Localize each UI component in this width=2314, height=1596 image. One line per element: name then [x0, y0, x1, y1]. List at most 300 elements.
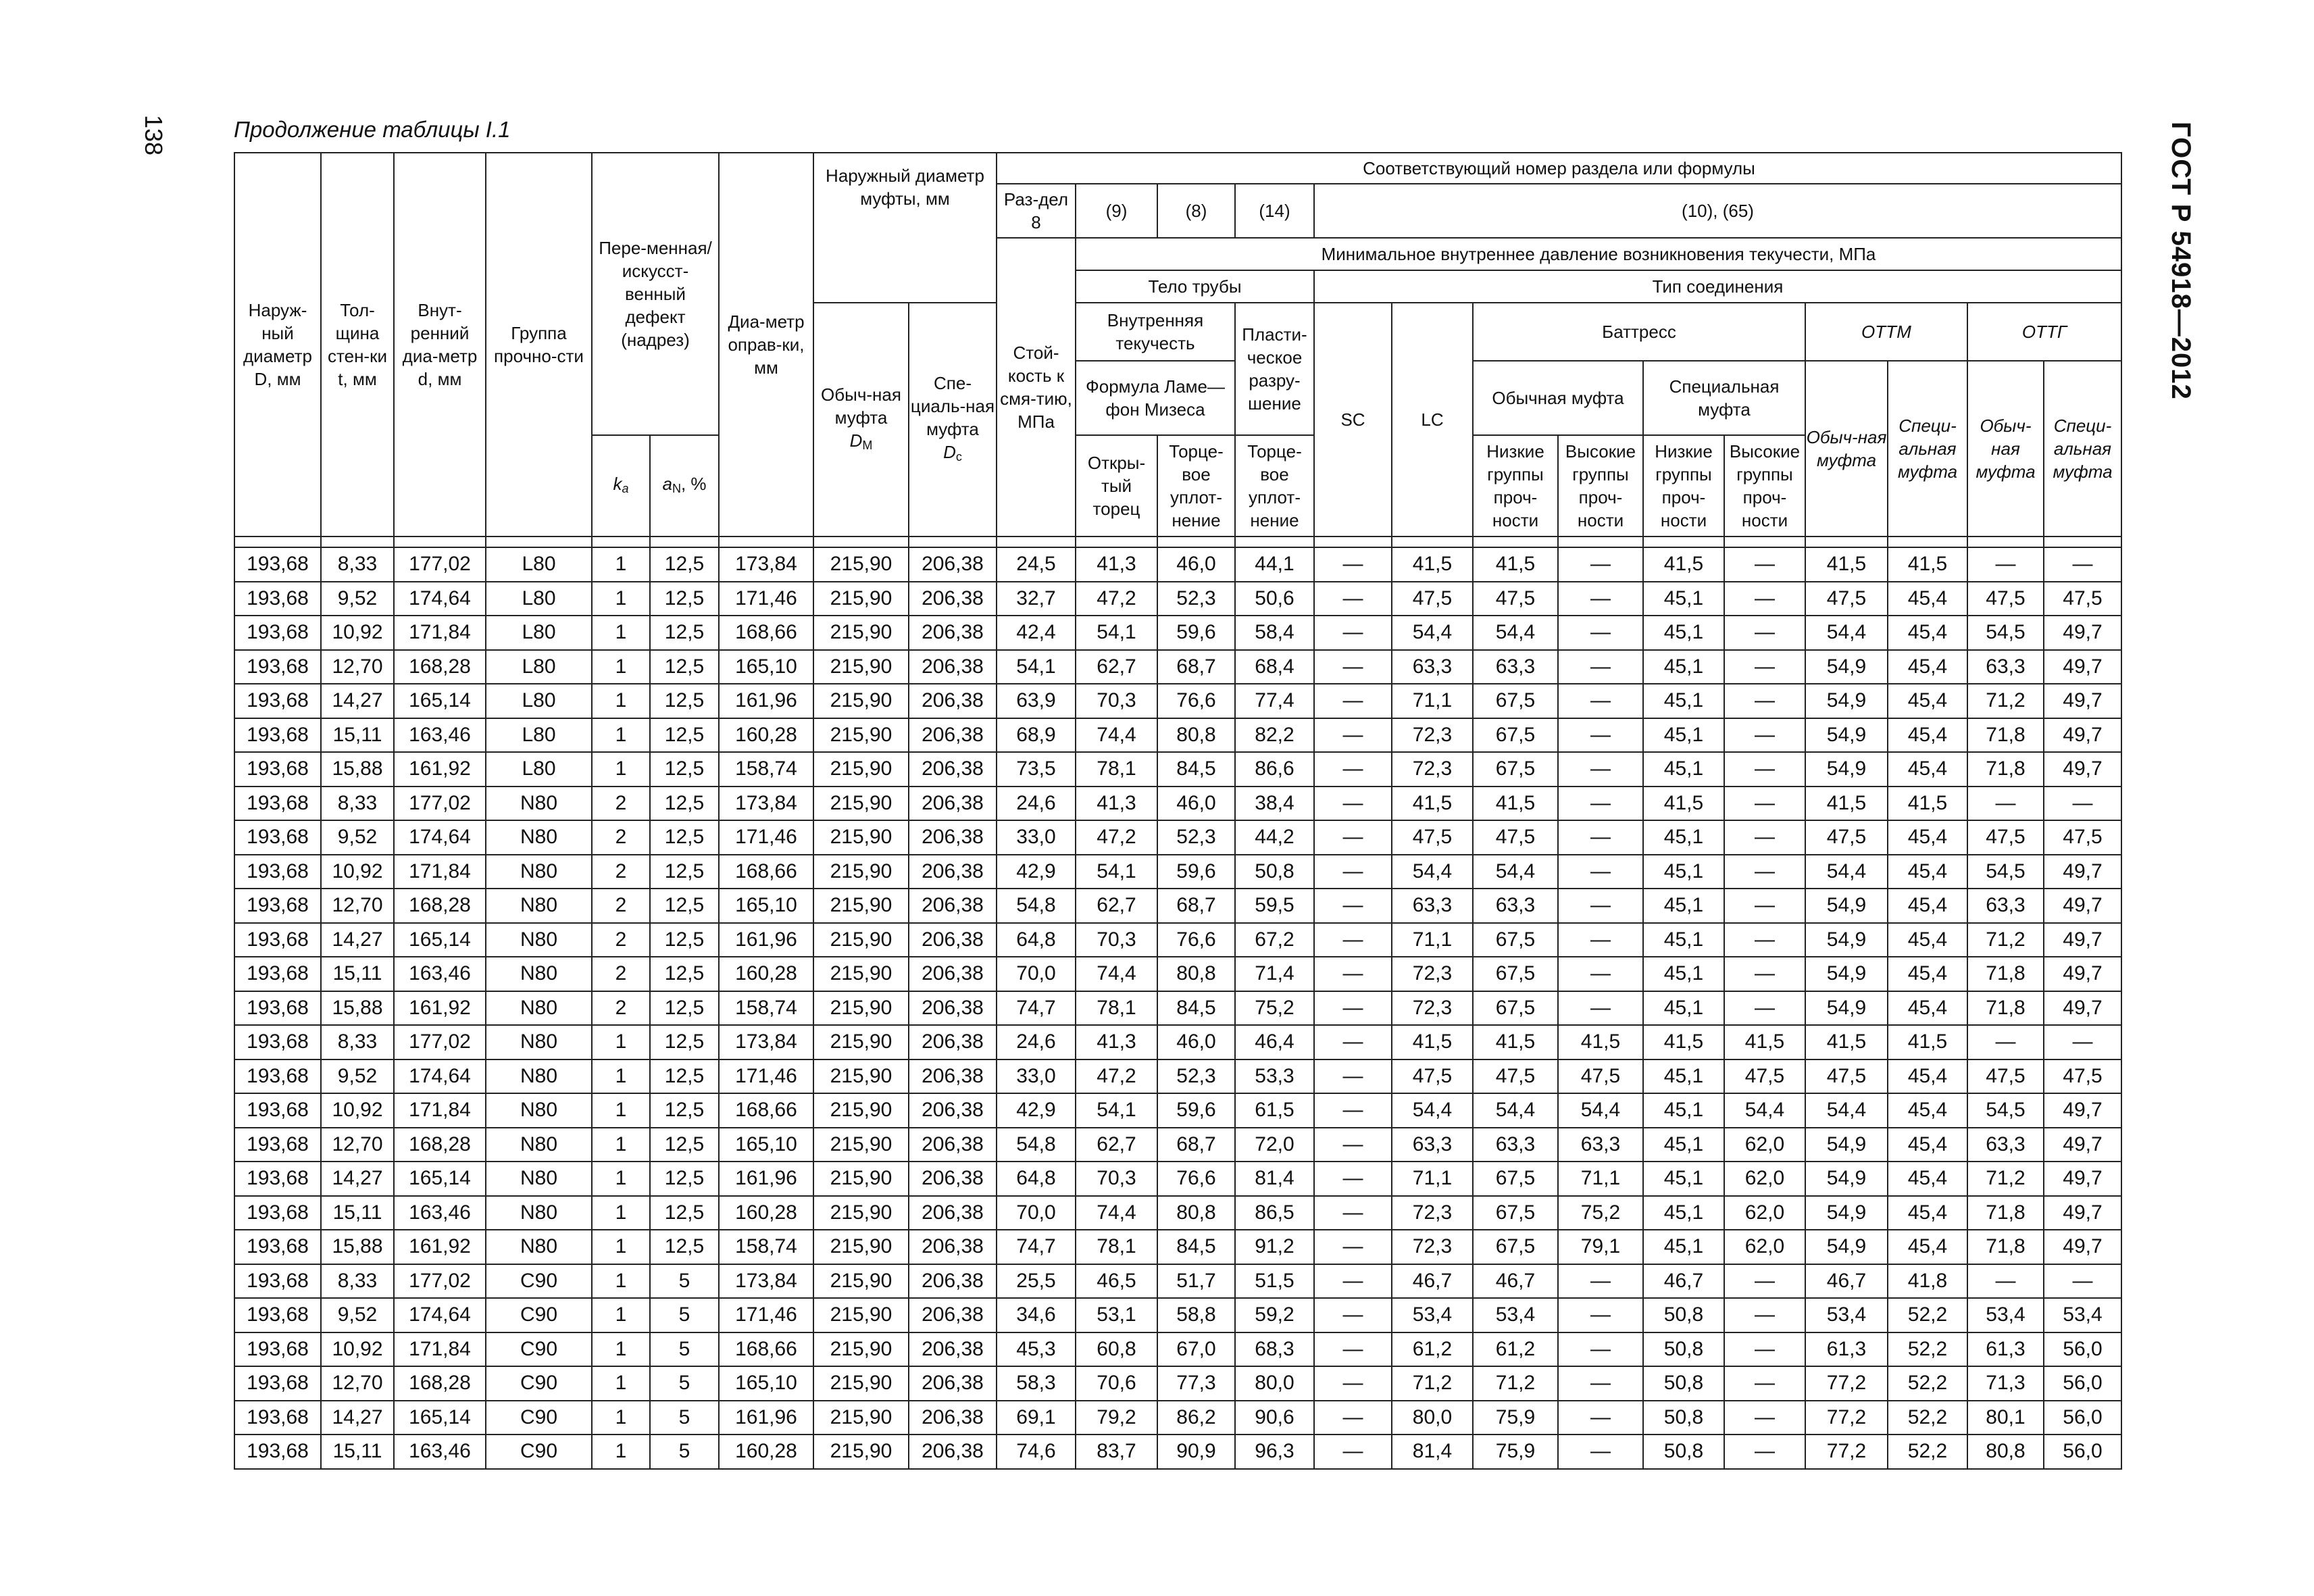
header-formula-10-65: (10), (65) — [1314, 184, 2121, 238]
header-ottg: ОТТГ — [1967, 303, 2121, 361]
table-cell: 215,90 — [813, 1264, 909, 1299]
table-cell: — — [1314, 1093, 1392, 1128]
table-cell: 68,3 — [1235, 1332, 1314, 1367]
table-row — [234, 1162, 2121, 1196]
table-cell: — — [1558, 1298, 1643, 1332]
document-id: ГОСТ Р 54918—2012 — [2166, 122, 2196, 400]
table-cell: — — [1314, 650, 1392, 684]
table-cell: 168,28 — [394, 1366, 486, 1401]
table-cell: N80 — [486, 923, 592, 957]
table-cell: 171,46 — [719, 820, 813, 855]
header-strength-grade: Группа прочно-сти — [486, 153, 592, 537]
table-cell: 33,0 — [997, 1059, 1076, 1094]
table-cell: 25,5 — [997, 1264, 1076, 1299]
table-cell: — — [1724, 1332, 1805, 1367]
table-cell: 1 — [592, 1435, 650, 1469]
table-cell: 1 — [592, 1230, 650, 1264]
table-body — [234, 537, 2121, 1469]
table-cell: 41,5 — [1473, 787, 1558, 821]
table-cell: 173,84 — [719, 1025, 813, 1059]
table-cell: — — [1967, 1025, 2044, 1059]
table-cell: 62,7 — [1076, 650, 1157, 684]
table-cell: 80,1 — [1967, 1401, 2044, 1435]
table-cell: 79,1 — [1558, 1230, 1643, 1264]
table-cell: 5 — [650, 1401, 719, 1435]
header-lc: LC — [1392, 303, 1473, 537]
table-cell: 45,1 — [1643, 991, 1724, 1026]
table-cell: 215,90 — [813, 820, 909, 855]
table-cell: 161,92 — [394, 991, 486, 1026]
table-cell: 61,2 — [1392, 1332, 1473, 1367]
table-cell: 49,7 — [2044, 650, 2121, 684]
table-cell: 38,4 — [1235, 787, 1314, 821]
table-row — [234, 1128, 2121, 1162]
table-cell: 72,3 — [1392, 718, 1473, 753]
table-cell: 15,11 — [321, 718, 394, 753]
table-cell: 215,90 — [813, 752, 909, 787]
header-ka-symbol: k — [613, 473, 622, 494]
table-cell: C90 — [486, 1298, 592, 1332]
table-cell: — — [1314, 684, 1392, 718]
table-cell: 193,68 — [234, 1435, 321, 1469]
table-cell: 54,4 — [1805, 1093, 1888, 1128]
table-cell: 54,9 — [1805, 991, 1888, 1026]
table-cell: L80 — [486, 582, 592, 616]
table-cell: 163,46 — [394, 718, 486, 753]
table-cell: 193,68 — [234, 787, 321, 821]
table-cell: 45,1 — [1643, 855, 1724, 889]
table-cell: 163,46 — [394, 957, 486, 991]
table-cell: 193,68 — [234, 1230, 321, 1264]
header-an-tail: , % — [680, 473, 707, 494]
table-cell: 75,2 — [1235, 991, 1314, 1026]
table-cell: 63,9 — [997, 684, 1076, 718]
table-cell: 206,38 — [909, 1025, 997, 1059]
table-cell: 215,90 — [813, 1059, 909, 1094]
table-cell: 206,38 — [909, 889, 997, 923]
page-number: 138 — [140, 115, 168, 156]
table-cell: 72,3 — [1392, 957, 1473, 991]
table-row — [234, 1298, 2121, 1332]
table-cell: 49,7 — [2044, 1093, 2121, 1128]
table-cell: 84,5 — [1157, 752, 1235, 787]
table-cell: 171,46 — [719, 1298, 813, 1332]
table-cell: 90,9 — [1157, 1435, 1235, 1469]
table-cell: 59,2 — [1235, 1298, 1314, 1332]
table-cell: 41,5 — [1473, 1025, 1558, 1059]
header-an-sub: N — [672, 481, 681, 495]
pipe-data-table — [234, 152, 2122, 1470]
table-cell: 45,1 — [1643, 889, 1724, 923]
table-cell: 67,5 — [1473, 1230, 1558, 1264]
table-cell: — — [1724, 1298, 1805, 1332]
table-cell: 49,7 — [2044, 957, 2121, 991]
table-cell: 168,66 — [719, 616, 813, 650]
header-ka — [592, 435, 650, 537]
header-ottg-special: Специ-альная муфта — [2044, 361, 2121, 537]
header-ottm-regular: Обыч-ная муфта — [1805, 361, 1888, 537]
table-cell: 49,7 — [2044, 616, 2121, 650]
table-cell: 63,3 — [1473, 650, 1558, 684]
table-cell: 161,96 — [719, 684, 813, 718]
table-cell: 215,90 — [813, 1196, 909, 1230]
table-cell: 206,38 — [909, 1230, 997, 1264]
table-row — [234, 1093, 2121, 1128]
table-cell: 50,6 — [1235, 582, 1314, 616]
table-cell: 9,52 — [321, 1059, 394, 1094]
table-cell: 173,84 — [719, 547, 813, 582]
table-cell: 163,46 — [394, 1435, 486, 1469]
table-cell: 215,90 — [813, 1366, 909, 1401]
table-cell: 67,5 — [1473, 752, 1558, 787]
table-cell: 193,68 — [234, 684, 321, 718]
table-cell: 173,84 — [719, 1264, 813, 1299]
table-cell: 47,5 — [1805, 1059, 1888, 1094]
table-row — [234, 616, 2121, 650]
header-collapse: Стой-кость к смя-тию, МПа — [997, 238, 1076, 537]
table-cell: — — [1314, 1196, 1392, 1230]
table-cell: 45,4 — [1888, 957, 1967, 991]
table-cell: — — [1724, 582, 1805, 616]
table-cell: 77,3 — [1157, 1366, 1235, 1401]
header-coupling-special-symbol: D — [943, 441, 956, 462]
table-cell: 193,68 — [234, 752, 321, 787]
table-row — [234, 889, 2121, 923]
table-cell: 215,90 — [813, 1332, 909, 1367]
table-cell: 163,46 — [394, 1196, 486, 1230]
table-cell: 50,8 — [1643, 1298, 1724, 1332]
header-lame: Формула Ламе—фон Мизеса — [1076, 361, 1235, 435]
table-cell: 54,1 — [1076, 1093, 1157, 1128]
table-cell: N80 — [486, 991, 592, 1026]
table-cell: 171,46 — [719, 582, 813, 616]
table-cell: 47,5 — [1392, 1059, 1473, 1094]
table-cell: 64,8 — [997, 923, 1076, 957]
table-cell: 45,4 — [1888, 1162, 1967, 1196]
table-cell: 54,4 — [1724, 1093, 1805, 1128]
table-cell: 12,5 — [650, 582, 719, 616]
table-cell: 52,2 — [1888, 1401, 1967, 1435]
table-cell: 67,5 — [1473, 923, 1558, 957]
table-cell: 72,3 — [1392, 991, 1473, 1026]
table-header — [234, 153, 2121, 537]
table-cell: 2 — [592, 957, 650, 991]
table-cell: 41,3 — [1076, 547, 1157, 582]
table-cell: 74,7 — [997, 991, 1076, 1026]
table-cell: 168,66 — [719, 1093, 813, 1128]
table-cell: — — [1724, 923, 1805, 957]
table-cell: 54,9 — [1805, 684, 1888, 718]
header-coupling-special-label: Спе-циаль-ная муфта — [910, 372, 995, 439]
table-cell: 47,5 — [1967, 582, 2044, 616]
table-cell: N80 — [486, 889, 592, 923]
table-cell: 54,9 — [1805, 923, 1888, 957]
table-cell: 215,90 — [813, 616, 909, 650]
table-cell: 15,11 — [321, 1196, 394, 1230]
table-cell: 10,92 — [321, 1332, 394, 1367]
table-cell: 52,2 — [1888, 1332, 1967, 1367]
table-cell: 42,9 — [997, 1093, 1076, 1128]
table-cell: 67,5 — [1473, 1196, 1558, 1230]
table-cell: 1 — [592, 1162, 650, 1196]
table-cell: — — [1724, 684, 1805, 718]
table-cell: 1 — [592, 1264, 650, 1299]
table-cell: — — [1558, 957, 1643, 991]
table-cell: — — [1314, 1435, 1392, 1469]
table-cell: 41,5 — [1888, 547, 1967, 582]
table-cell: 47,5 — [1967, 820, 2044, 855]
table-cell: 193,68 — [234, 1264, 321, 1299]
table-cell: L80 — [486, 547, 592, 582]
table-cell: 51,7 — [1157, 1264, 1235, 1299]
table-cell: 67,5 — [1473, 718, 1558, 753]
table-cell: — — [1314, 1128, 1392, 1162]
table-cell: 12,70 — [321, 1128, 394, 1162]
table-cell: 12,5 — [650, 616, 719, 650]
table-cell: 45,4 — [1888, 1059, 1967, 1094]
table-cell: 45,1 — [1643, 684, 1724, 718]
table-cell: 41,5 — [1888, 1025, 1967, 1059]
table-cell: 47,2 — [1076, 1059, 1157, 1094]
table-cell: 68,4 — [1235, 650, 1314, 684]
table-cell: 51,5 — [1235, 1264, 1314, 1299]
table-cell: — — [1558, 1366, 1643, 1401]
table-cell: 78,1 — [1076, 1230, 1157, 1264]
table-cell: 193,68 — [234, 582, 321, 616]
table-cell: 61,5 — [1235, 1093, 1314, 1128]
header-section-8: Раз-дел 8 — [997, 184, 1076, 238]
table-cell: 45,4 — [1888, 889, 1967, 923]
table-cell: — — [1724, 1435, 1805, 1469]
table-cell: 49,7 — [2044, 718, 2121, 753]
table-cell: 5 — [650, 1298, 719, 1332]
table-cell: 1 — [592, 1366, 650, 1401]
table-cell: N80 — [486, 1059, 592, 1094]
table-cell: 45,1 — [1643, 752, 1724, 787]
table-cell: 215,90 — [813, 547, 909, 582]
table-cell: 206,38 — [909, 1093, 997, 1128]
header-formula-9: (9) — [1076, 184, 1157, 238]
table-cell: 1 — [592, 1025, 650, 1059]
table-cell: 41,5 — [1643, 1025, 1724, 1059]
table-cell: 46,7 — [1473, 1264, 1558, 1299]
table-cell: 165,10 — [719, 650, 813, 684]
table-cell: 67,5 — [1473, 1162, 1558, 1196]
table-cell: 47,5 — [1558, 1059, 1643, 1094]
table-cell: 45,4 — [1888, 820, 1967, 855]
header-internal-yield: Внутренняя текучесть — [1076, 303, 1235, 361]
table-cell: L80 — [486, 752, 592, 787]
table-cell: 193,68 — [234, 1401, 321, 1435]
table-cell: 41,5 — [1805, 1025, 1888, 1059]
table-cell: — — [1558, 820, 1643, 855]
table-cell: 70,0 — [997, 957, 1076, 991]
table-cell: 74,4 — [1076, 957, 1157, 991]
header-wall-thickness: Тол-щина стен-ки t, мм — [321, 153, 394, 537]
table-cell: 160,28 — [719, 1196, 813, 1230]
table-row — [234, 1025, 2121, 1059]
table-cell: 63,3 — [1967, 650, 2044, 684]
table-cell: 41,5 — [1473, 547, 1558, 582]
header-connection-type: Тип соединения — [1314, 270, 2121, 303]
table-cell: 193,68 — [234, 616, 321, 650]
table-cell: 9,52 — [321, 582, 394, 616]
table-cell: 67,2 — [1235, 923, 1314, 957]
table-cell: 54,4 — [1558, 1093, 1643, 1128]
table-cell: 54,4 — [1392, 855, 1473, 889]
table-cell: 45,4 — [1888, 1128, 1967, 1162]
table-cell: N80 — [486, 820, 592, 855]
table-cell: 193,68 — [234, 1332, 321, 1367]
table-cell: 193,68 — [234, 1162, 321, 1196]
table-cell: 71,1 — [1392, 684, 1473, 718]
table-cell: 62,0 — [1724, 1128, 1805, 1162]
table-cell: 56,0 — [2044, 1401, 2121, 1435]
table-cell: 45,1 — [1643, 1059, 1724, 1094]
table-cell: 45,1 — [1643, 1230, 1724, 1264]
table-cell: 1 — [592, 1332, 650, 1367]
table-cell: 12,70 — [321, 1366, 394, 1401]
table-cell: 77,2 — [1805, 1435, 1888, 1469]
table-cell: 70,3 — [1076, 923, 1157, 957]
table-cell: 77,2 — [1805, 1366, 1888, 1401]
table-cell: — — [1558, 752, 1643, 787]
table-cell: 45,4 — [1888, 684, 1967, 718]
table-cell: — — [1558, 991, 1643, 1026]
table-cell: — — [1314, 1298, 1392, 1332]
table-cell: 80,8 — [1157, 957, 1235, 991]
table-cell: 44,2 — [1235, 820, 1314, 855]
table-cell: 177,02 — [394, 787, 486, 821]
table-cell: 53,4 — [1967, 1298, 2044, 1332]
table-cell: 63,3 — [1392, 650, 1473, 684]
table-row — [234, 820, 2121, 855]
table-row — [234, 582, 2121, 616]
table-cell: 41,5 — [1805, 787, 1888, 821]
table-cell: 165,14 — [394, 1401, 486, 1435]
table-cell: 12,70 — [321, 889, 394, 923]
table-cell: L80 — [486, 616, 592, 650]
header-high-grade-special: Высокие группы проч-ности — [1724, 435, 1805, 537]
table-cell: 54,5 — [1967, 616, 2044, 650]
table-cell: — — [1314, 1230, 1392, 1264]
table-cell: 46,7 — [1392, 1264, 1473, 1299]
table-cell: 1 — [592, 582, 650, 616]
table-cell: 47,5 — [1392, 820, 1473, 855]
table-cell: 54,9 — [1805, 1162, 1888, 1196]
table-cell: 171,46 — [719, 1059, 813, 1094]
table-cell: 168,28 — [394, 650, 486, 684]
table-cell: 68,7 — [1157, 650, 1235, 684]
table-cell: — — [2044, 1264, 2121, 1299]
header-an — [650, 435, 719, 537]
table-cell: 206,38 — [909, 752, 997, 787]
header-coupling-special — [909, 303, 997, 537]
table-cell: 14,27 — [321, 684, 394, 718]
table-cell: 53,4 — [1805, 1298, 1888, 1332]
table-cell: 49,7 — [2044, 1230, 2121, 1264]
table-cell: 86,2 — [1157, 1401, 1235, 1435]
table-cell: 80,0 — [1392, 1401, 1473, 1435]
table-cell: 54,9 — [1805, 650, 1888, 684]
table-cell: 71,8 — [1967, 752, 2044, 787]
table-cell: 34,6 — [997, 1298, 1076, 1332]
table-cell: — — [1724, 650, 1805, 684]
table-cell: 54,1 — [997, 650, 1076, 684]
table-cell: 56,0 — [2044, 1435, 2121, 1469]
header-plastic-failure: Пласти-ческое разру-шение — [1235, 303, 1314, 435]
table-cell: 41,8 — [1888, 1264, 1967, 1299]
table-cell: 71,2 — [1473, 1366, 1558, 1401]
table-cell: 15,88 — [321, 1230, 394, 1264]
table-cell: 45,4 — [1888, 1093, 1967, 1128]
table-cell: 12,70 — [321, 650, 394, 684]
table-cell: — — [2044, 547, 2121, 582]
table-cell: L80 — [486, 650, 592, 684]
table-cell: 174,64 — [394, 582, 486, 616]
table-cell: L80 — [486, 684, 592, 718]
table-cell: 61,3 — [1805, 1332, 1888, 1367]
table-cell: 206,38 — [909, 1401, 997, 1435]
table-row — [234, 1059, 2121, 1094]
table-cell: — — [1558, 787, 1643, 821]
table-cell: — — [1314, 1332, 1392, 1367]
table-cell: — — [1558, 1332, 1643, 1367]
table-cell: 53,1 — [1076, 1298, 1157, 1332]
table-cell: 174,64 — [394, 1059, 486, 1094]
table-cell: — — [1314, 991, 1392, 1026]
header-buttress-special: Специальная муфта — [1643, 361, 1805, 435]
table-cell: 86,6 — [1235, 752, 1314, 787]
table-cell: 12,5 — [650, 1128, 719, 1162]
table-cell: 206,38 — [909, 820, 997, 855]
table-cell: 45,1 — [1643, 957, 1724, 991]
table-cell: 161,96 — [719, 923, 813, 957]
header-pipe-body: Тело трубы — [1076, 270, 1314, 303]
table-cell: 63,3 — [1392, 1128, 1473, 1162]
table-cell: 46,7 — [1643, 1264, 1724, 1299]
table-cell: 54,9 — [1805, 1128, 1888, 1162]
table-cell: — — [1314, 1366, 1392, 1401]
table-cell: 68,7 — [1157, 889, 1235, 923]
table-cell: 59,6 — [1157, 616, 1235, 650]
table-cell: 46,0 — [1157, 547, 1235, 582]
table-cell: 206,38 — [909, 1264, 997, 1299]
table-cell: 71,1 — [1392, 1162, 1473, 1196]
table-cell: — — [1558, 684, 1643, 718]
table-cell: 14,27 — [321, 1162, 394, 1196]
table-cell: 215,90 — [813, 718, 909, 753]
table-cell: 206,38 — [909, 616, 997, 650]
table-cell: 41,5 — [1392, 547, 1473, 582]
table-cell: 49,7 — [2044, 1128, 2121, 1162]
table-cell: 54,4 — [1473, 855, 1558, 889]
table-cell: 42,4 — [997, 616, 1076, 650]
table-cell: 41,5 — [1805, 547, 1888, 582]
table-cell: 72,0 — [1235, 1128, 1314, 1162]
table-cell: 79,2 — [1076, 1401, 1157, 1435]
table-cell: 71,8 — [1967, 957, 2044, 991]
header-buttress: Баттресс — [1473, 303, 1805, 361]
table-cell: 8,33 — [321, 1264, 394, 1299]
table-cell: 215,90 — [813, 1025, 909, 1059]
table-cell: 46,7 — [1805, 1264, 1888, 1299]
table-cell: 177,02 — [394, 1025, 486, 1059]
table-cell: N80 — [486, 1128, 592, 1162]
table-cell: 69,1 — [997, 1401, 1076, 1435]
table-cell: 52,2 — [1888, 1298, 1967, 1332]
table-cell: 9,52 — [321, 820, 394, 855]
